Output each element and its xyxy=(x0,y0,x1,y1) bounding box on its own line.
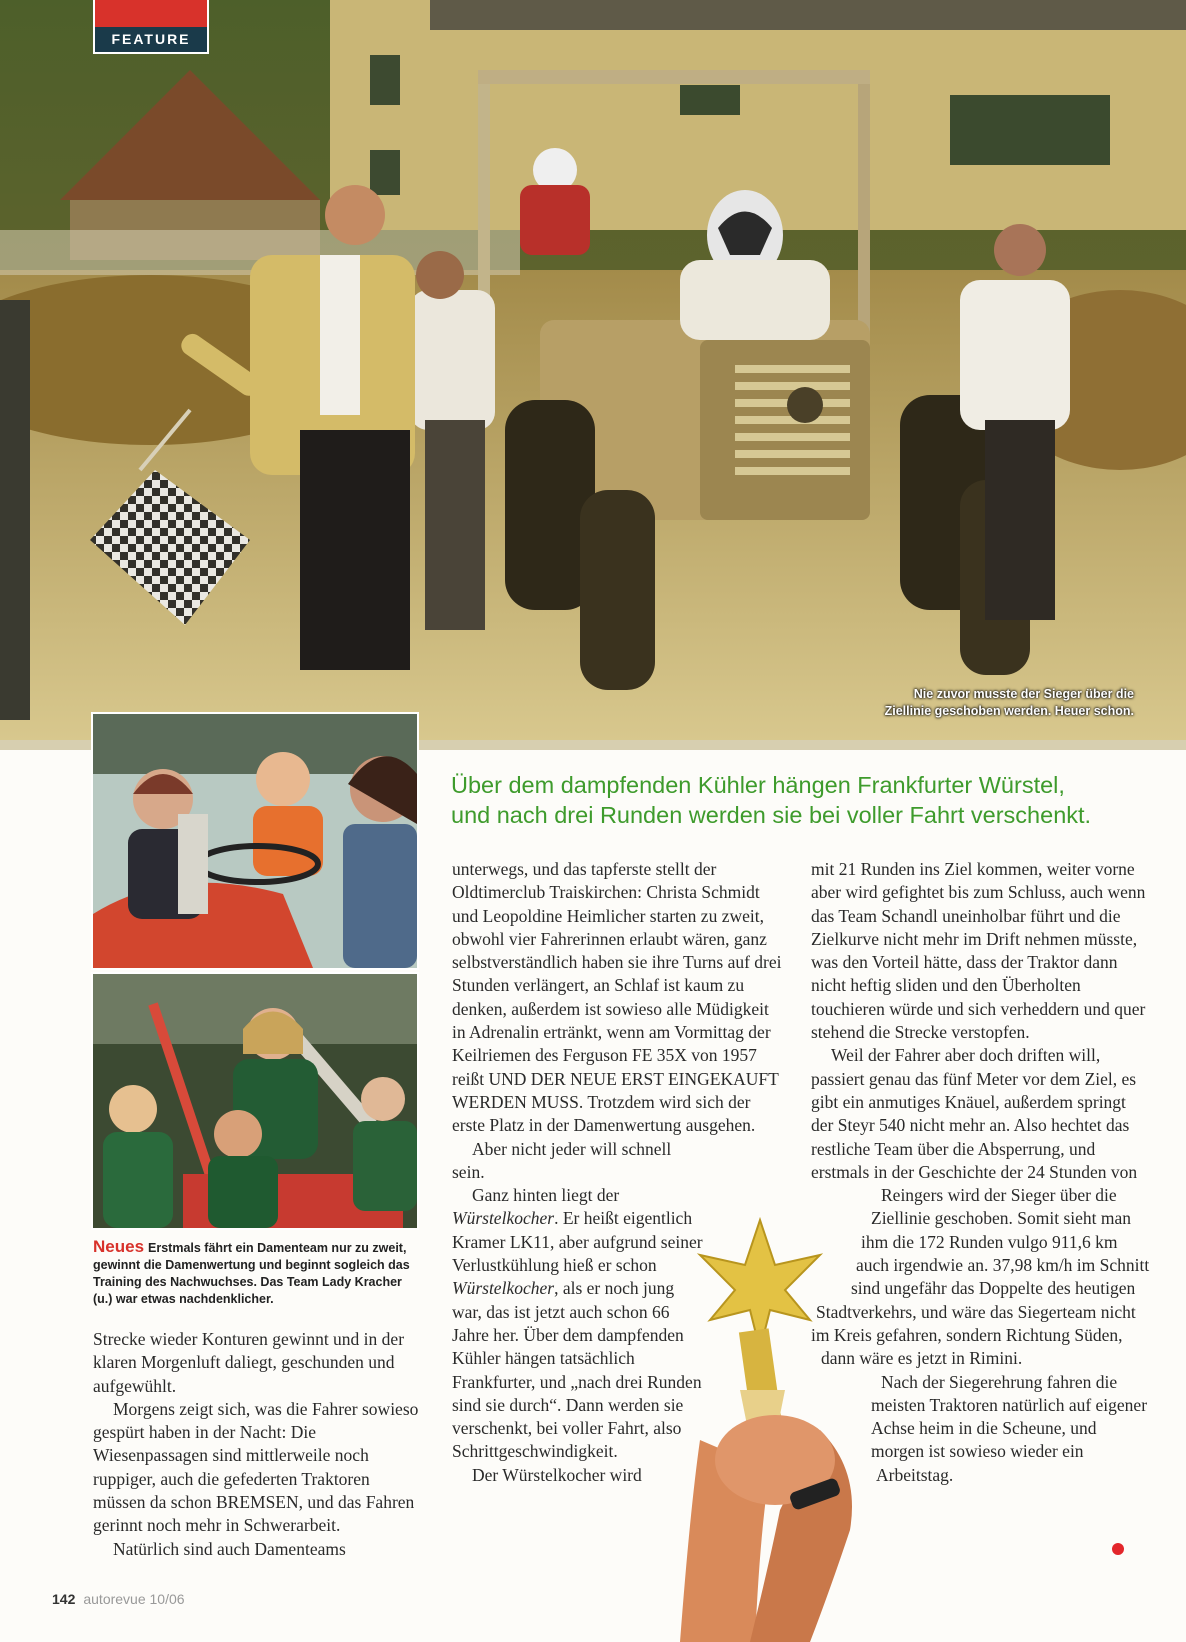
photo-caption xyxy=(93,1238,411,1308)
col3-paragraph-3: Nach der Siegerehrung fahren die meisten Traktoren natürlich auf eigener Achse heim in die Scheune, und morgen ist sowieso wieder ein Arbeitstag. xyxy=(871,1371,1148,1485)
hero-caption-line2: Ziellinie geschoben werden. Heuer schon. xyxy=(884,704,1134,718)
article-column-3 xyxy=(811,858,1151,1487)
magazine-issue: autorevue 10/06 xyxy=(83,1591,185,1607)
hero-photo xyxy=(0,0,1186,750)
col3-paragraph-1: mit 21 Runden ins Ziel kommen, weiter vorne aber wird gefightet bis zum Schluss, auch wenn das Team Schandl uneinholbar führt und die Zielkurve nicht mehr im Drift nehmen müsste, was den Vorteil hätte, dass der Traktor dann nicht heftig sliden und den Überholten touchieren würde und sich verheddern und quer stehend die Strecke verstopfen. xyxy=(811,859,1146,1043)
inset-photo-women-child xyxy=(91,712,419,970)
section-tag-label: FEATURE xyxy=(111,31,191,47)
col2-p3-italic-2: Würstelkocher xyxy=(452,1278,555,1299)
col2-paragraph-4: Der Würstelkocher wird xyxy=(472,1464,642,1485)
page-footer xyxy=(52,1591,185,1607)
col1-paragraph-1: Strecke wieder Konturen gewinnt und in der klaren Morgenluft daliegt, geschunden und aufgewühlt. xyxy=(93,1329,405,1396)
end-of-article-mark xyxy=(1112,1543,1124,1555)
photo-caption-text: Erstmals fährt ein Damenteam nur zu zweit, gewinnt die Damenwertung und beginnt sogleich das Training des Nachwuchses. Das Team Lady Kracher (u.) war etwas nachdenklicher. xyxy=(93,1241,410,1306)
inset-photo-illustration xyxy=(93,974,417,1228)
col2-p3-part-a: Ganz hinten liegt der xyxy=(472,1185,620,1206)
hero-caption xyxy=(774,686,1134,720)
hero-caption-line1: Nie zuvor musste der Sieger über die xyxy=(913,687,1134,701)
photo-caption-keyword: Neues xyxy=(93,1237,145,1256)
col1-paragraph-2: Morgens zeigt sich, was die Fahrer sowieso gespürt haben in der Nacht: Die Wiesenpassagen sind mittlerweile noch ruppiger, auch die gefederten Traktoren müssen da schon BREMSEN, und das Fahren gerinnt noch mehr in Schwerarbeit. xyxy=(93,1398,419,1536)
inset-photo-lady-kracher-team xyxy=(91,972,419,1230)
inset-photo-illustration xyxy=(93,714,417,968)
col2-p3-part-e: , als er noch jung war, das ist jetzt auch schon 66 Jahre her. Über dem dampfenden Kühler hängen tatsächlich Frankfurter, und „nach drei Runden sind sie durch“. Dann werden sie verschenkt, bei voller Fahrt, also Schrittgeschwindigkeit. xyxy=(452,1278,702,1462)
headline-line1: Über dem dampfenden Kühler hängen Frankfurter Würstel, xyxy=(451,772,1065,798)
pull-quote-headline xyxy=(451,770,1151,830)
section-tag xyxy=(93,0,209,54)
page-number: 142 xyxy=(52,1591,76,1607)
headline-line2: und nach drei Runden werden sie bei voller Fahrt verschenkt. xyxy=(451,802,1092,828)
col2-p3-italic-1: Würstelkocher xyxy=(452,1208,555,1229)
article-column-1 xyxy=(93,1328,423,1561)
col2-paragraph-1: unterwegs, und das tapferste stellt der Oldtimerclub Traiskirchen: Christa Schmidt und Leopoldine Heimlicher starten zu zweit, obwohl vier Fahrerinnen erlaubt wären, ganz selbstverständlich haben sie ihre Turns auf drei Stunden verlängert, an Schlaf ist kaum zu denken, außerdem ist sowieso alle Müdigkeit in Adrenalin ertränkt, wenn am Vormittag der Keilriemen des Ferguson FE 35X von 1957 reißt UND DER NEUE ERST EINGEKAUFT WERDEN MUSS. Trotzdem wird sich der erste Platz in der Damenwertung ausgehen. xyxy=(452,859,782,1136)
col2-p3-part-c: . Er heißt eigentlich Kramer LK11, aber aufgrund seiner Verlustkühlung hieß er schon xyxy=(452,1208,703,1276)
col1-paragraph-3: Natürlich sind auch Damenteams xyxy=(113,1538,346,1559)
col2-paragraph-2: Aber nicht jeder will schnell sein. xyxy=(452,1138,672,1182)
hero-photo-illustration xyxy=(0,0,1186,750)
section-tag-red-block xyxy=(95,0,207,27)
col3-paragraph-2: Weil der Fahrer aber doch driften will, passiert genau das fünf Meter vor dem Ziel, es gibt ein anmutiges Knäuel, außerdem springt der Steyr 540 nicht mehr an. Also hechtet das restliche Team über die Absperrung, und erstmals in der Geschichte der 24 Stunden von Reingers wird der Sieger über die Ziellinie geschoben. Somit sieht man ihm die 172 Runden vulgo 911,6 km auch irgendwie an. 37,98 km/h im Schnitt sind ungefähr das Doppelte des heutigen Stadtverkehrs, und wäre das Siegerteam nicht im Kreis gefahren, sondern Richtung Süden, dann wäre es jetzt in Rimini. xyxy=(811,1045,1150,1369)
